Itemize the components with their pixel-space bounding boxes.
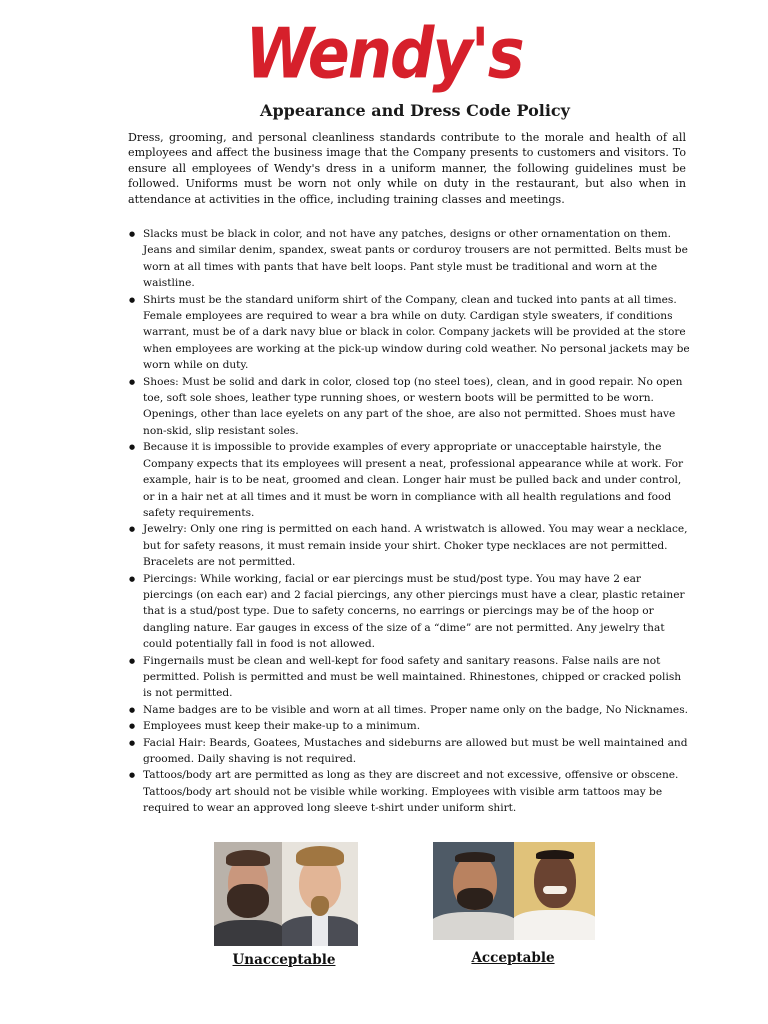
caption-acceptable: Acceptable xyxy=(471,950,555,966)
unacceptable-photo-2 xyxy=(282,842,358,946)
acceptable-photo-2 xyxy=(514,842,595,940)
caption-unacceptable: Unacceptable xyxy=(232,952,336,968)
unacceptable-photo-1 xyxy=(214,842,282,946)
list-item-tattoos: ● Tattoos/body art are permitted as long as they are discreet and not excessive, offensive or obscene. Tattoos/body art should not be visible while working. Employees with visible arm tattoos may be required to wear an approved long sleeve t-shirt under uniform shirt. xyxy=(128,767,690,816)
list-item-shirts: ● Shirts must be the standard uniform shirt of the Company, clean and tucked into pants at all times. Female employees are required to wear a bra while on duty. Cardigan style sweaters, if conditions warrant, must be of a dark navy blue or black in color. Company jackets will be provided at the store when employees are working at the pick-up window during cold weather. No personal jackets may be worn while on duty. xyxy=(128,292,690,374)
logo-wordmark: Wendy's xyxy=(245,12,523,95)
list-item-jewelry: ● Jewelry: Only one ring is permitted on each hand. A wristwatch is allowed. You may wear a necklace, but for safety reasons, it must remain inside your shirt. Choker type necklaces are not permitted. Bracelets are not permitted. xyxy=(128,521,690,570)
intro-paragraph: Dress, grooming, and personal cleanliness standards contribute to the morale and health of all employees and affect the business image that the Company presents to customers and visitors. To ensure all employees of Wendy's dress in a uniform manner, the following guidelines must be followed. Uniforms must be worn not only while on duty in the restaurant, but also when in attendance at activities in the office, including training classes and meetings. xyxy=(128,131,686,206)
list-item-fingernails: ● Fingernails must be clean and well-kept for food safety and sanitary reasons. False nails are not permitted. Polish is permitted and must be well maintained. Rhinestones, chipped or cracked polish is not permitted. xyxy=(128,653,690,702)
list-item-hair: ● Because it is impossible to provide examples of every appropriate or unacceptable hairstyle, the Company expects that its employees will present a neat, professional appearance while at work. For example, hair is to be neat, groomed and clean. Longer hair must be pulled back and under control, or in a hair net at all times and it must be worn in compliance with all health regulations and food safety requirements. xyxy=(128,439,690,521)
wendys-logo xyxy=(0,14,768,94)
policy-list xyxy=(128,226,690,817)
list-item-shoes: ● Shoes: Must be solid and dark in color, closed top (no steel toes), clean, and in good repair. No open toe, soft sole shoes, leather type running shoes, or western boots will be permitted to be worn. Openings, other than lace eyelets on any part of the shoe, are also not permitted. Shoes must have non-skid, slip resistant soles. xyxy=(128,374,690,440)
page-title: Appearance and Dress Code Policy xyxy=(260,101,570,120)
acceptable-photo-1 xyxy=(433,842,514,940)
list-item-facial-hair: ● Facial Hair: Beards, Goatees, Mustaches and sideburns are allowed but must be well maintained and groomed. Daily shaving is not required. xyxy=(128,735,690,768)
list-item-make-up: ● Employees must keep their make-up to a minimum. xyxy=(128,718,690,734)
list-item-name-badges: ● Name badges are to be visible and worn at all times. Proper name only on the badge, No Nicknames. xyxy=(128,702,690,718)
list-item-slacks: ● Slacks must be black in color, and not have any patches, designs or other ornamentation on them. Jeans and similar denim, spandex, sweat pants or corduroy trousers are not permitted. Belts must be worn at all times with pants that have belt loops. Pant style must be traditional and worn at the waistline. xyxy=(128,226,690,292)
list-item-piercings: ● Piercings: While working, facial or ear piercings must be stud/post type. You may have 2 ear piercings (on each ear) and 2 facial piercings, any other piercings must have a clear, plastic retainer that is a stud/post type. Due to safety concerns, no earrings or piercings may be of the hoop or dangling nature. Ear gauges in excess of the size of a “dime” are not permitted. Any jewelry that could potentially fall in food is not allowed. xyxy=(128,571,690,653)
